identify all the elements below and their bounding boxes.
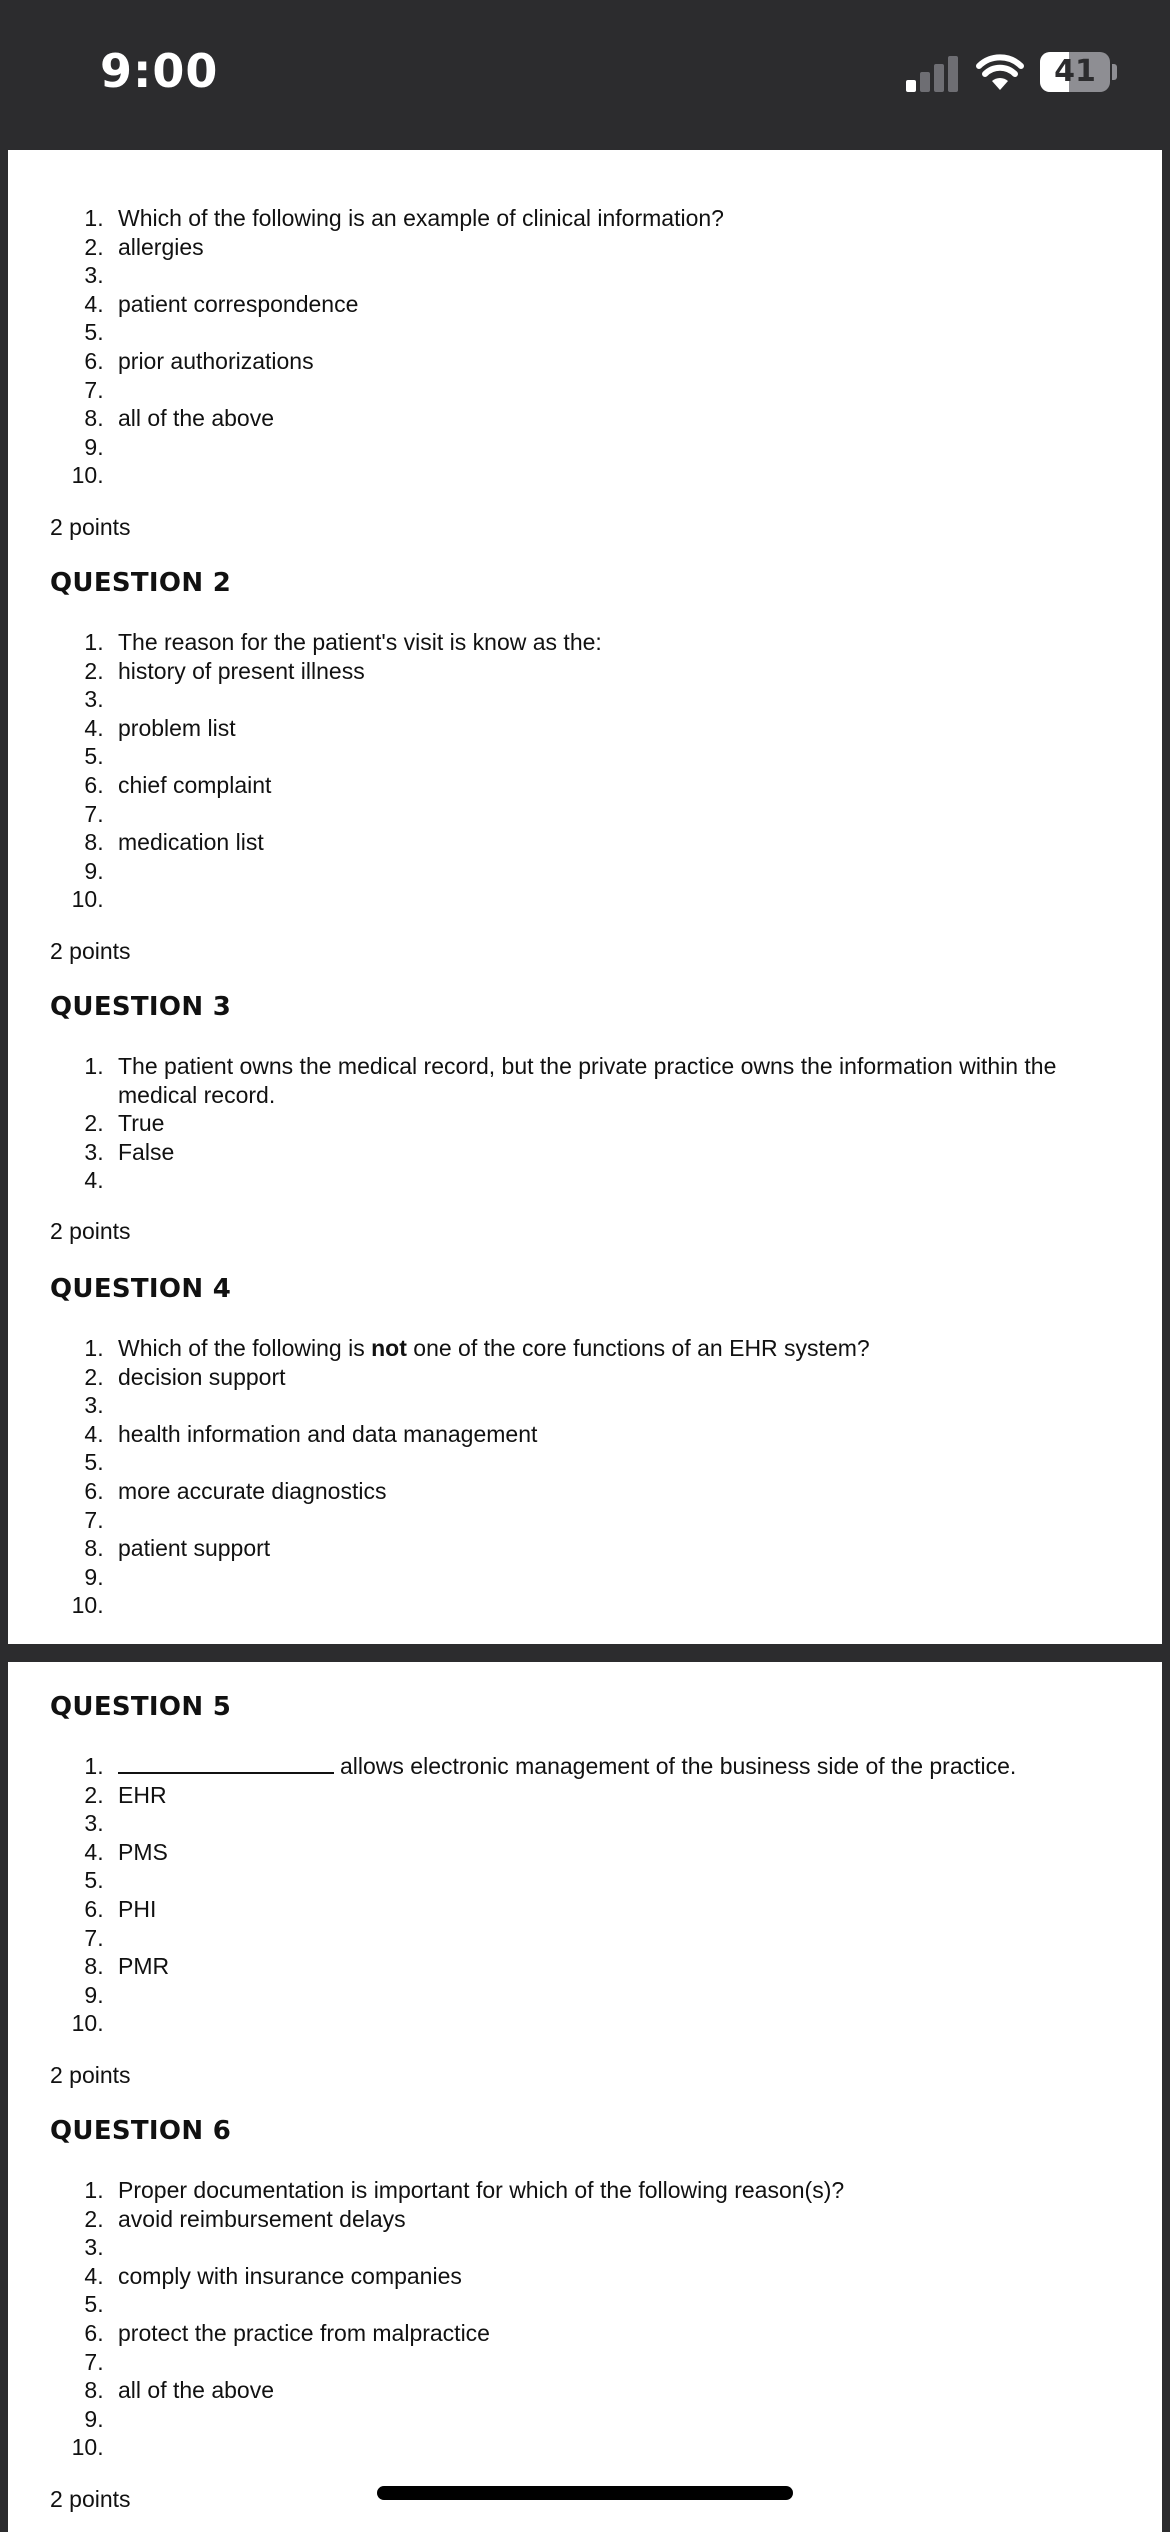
option-item — [110, 433, 1090, 462]
option-item — [110, 2009, 1090, 2038]
option-item — [110, 800, 1090, 829]
option-item: 4. problem list — [110, 714, 1090, 743]
option-item: 8. medication list — [110, 828, 1090, 857]
battery-cap-icon — [1112, 64, 1117, 80]
option-item: 4. PMS — [110, 1838, 1090, 1867]
question-5-title: QUESTION 5 — [50, 1692, 232, 1722]
question-4-prompt-start: Which of the following is — [118, 1335, 372, 1361]
question-2-points: 2 points — [50, 938, 131, 964]
option-item: 8. all of the above — [110, 2376, 1090, 2405]
wifi-icon — [976, 54, 1024, 92]
option-item — [110, 857, 1090, 886]
question-2 — [8, 628, 1162, 914]
battery-level: 41 — [1054, 54, 1096, 89]
option-item: 3. False — [110, 1138, 1090, 1167]
question-6-title: QUESTION 6 — [50, 2116, 232, 2146]
option-item: 2. history of present illness — [110, 657, 1090, 686]
option-item: 1. Which of the following is an example of clinical information? — [110, 204, 1090, 233]
option-item — [110, 685, 1090, 714]
question-6-points: 2 points — [50, 2486, 131, 2512]
option-item: 1. The reason for the patient's visit is know as the: — [110, 628, 1090, 657]
option-item — [110, 1506, 1090, 1535]
question-3-title: QUESTION 3 — [50, 992, 232, 1022]
option-item — [110, 2290, 1090, 2319]
option-item: 2. EHR — [110, 1781, 1090, 1810]
option-item: 1. Proper documentation is important for which of the following reason(s)? — [110, 2176, 1090, 2205]
option-item: 8. all of the above — [110, 404, 1090, 433]
question-5-points: 2 points — [50, 2062, 131, 2088]
quiz-page-card-1 — [8, 150, 1162, 1644]
option-item — [110, 1448, 1090, 1477]
option-item — [110, 2433, 1090, 2462]
option-item: 8. patient support — [110, 1534, 1090, 1563]
option-item — [110, 1166, 1090, 1195]
option-item: 2. decision support — [110, 1363, 1090, 1392]
question-4-prompt-end: one of the core functions of an EHR system? — [406, 1335, 870, 1361]
option-item — [110, 1334, 1090, 1363]
question-4-prompt-emphasis: not — [371, 1335, 407, 1361]
option-item: 6. chief complaint — [110, 771, 1090, 800]
question-6 — [8, 2176, 1162, 2462]
question-5-prompt: allows electronic management of the business side of the practice. — [340, 1753, 1017, 1779]
option-item — [110, 1391, 1090, 1420]
question-2-title: QUESTION 2 — [50, 568, 232, 598]
option-item — [110, 376, 1090, 405]
cellular-signal-icon — [906, 56, 960, 92]
option-item: 6. more accurate diagnostics — [110, 1477, 1090, 1506]
option-item: 6. prior authorizations — [110, 347, 1090, 376]
option-item: 6. protect the practice from malpractice — [110, 2319, 1090, 2348]
option-item: 2. True — [110, 1109, 1090, 1138]
option-item — [110, 742, 1090, 771]
question-3-options — [8, 1052, 1090, 1195]
question-5-options — [8, 1752, 1090, 2038]
option-item — [110, 1866, 1090, 1895]
option-item — [110, 1924, 1090, 1953]
option-item — [110, 1981, 1090, 2010]
question-1-options — [8, 204, 1090, 490]
question-6-options — [8, 2176, 1090, 2462]
option-item — [110, 1591, 1090, 1620]
question-4-title: QUESTION 4 — [50, 1274, 232, 1304]
option-item — [110, 1809, 1090, 1838]
home-indicator[interactable] — [377, 2486, 793, 2500]
option-item: 6. PHI — [110, 1895, 1090, 1924]
question-1 — [8, 204, 1162, 490]
option-item — [110, 461, 1090, 490]
status-bar — [0, 0, 1170, 150]
option-item — [110, 1752, 1090, 1781]
option-item: 2. avoid reimbursement delays — [110, 2205, 1090, 2234]
question-3-points: 2 points — [50, 1218, 131, 1244]
option-item: 4. patient correspondence — [110, 290, 1090, 319]
option-item — [110, 885, 1090, 914]
question-5 — [8, 1752, 1162, 2038]
fill-in-blank — [118, 1754, 334, 1774]
question-4 — [8, 1334, 1162, 1620]
option-item — [110, 261, 1090, 290]
option-item: 1. The patient owns the medical record, but the private practice owns the information within the medical record. — [110, 1052, 1090, 1109]
option-item: 4. comply with insurance companies — [110, 2262, 1090, 2291]
option-item: 2. allergies — [110, 233, 1090, 262]
question-3 — [8, 1052, 1162, 1195]
option-item — [110, 2405, 1090, 2434]
question-4-options — [8, 1334, 1090, 1620]
battery-icon — [1040, 52, 1110, 92]
option-item — [110, 2348, 1090, 2377]
question-1-points: 2 points — [50, 514, 131, 540]
option-item — [110, 1563, 1090, 1592]
status-time: 9:00 — [100, 44, 219, 98]
option-item: 8. PMR — [110, 1952, 1090, 1981]
quiz-page-card-2 — [8, 1662, 1162, 2532]
option-item — [110, 2233, 1090, 2262]
question-2-options — [8, 628, 1090, 914]
option-item — [110, 318, 1090, 347]
option-item: 4. health information and data management — [110, 1420, 1090, 1449]
